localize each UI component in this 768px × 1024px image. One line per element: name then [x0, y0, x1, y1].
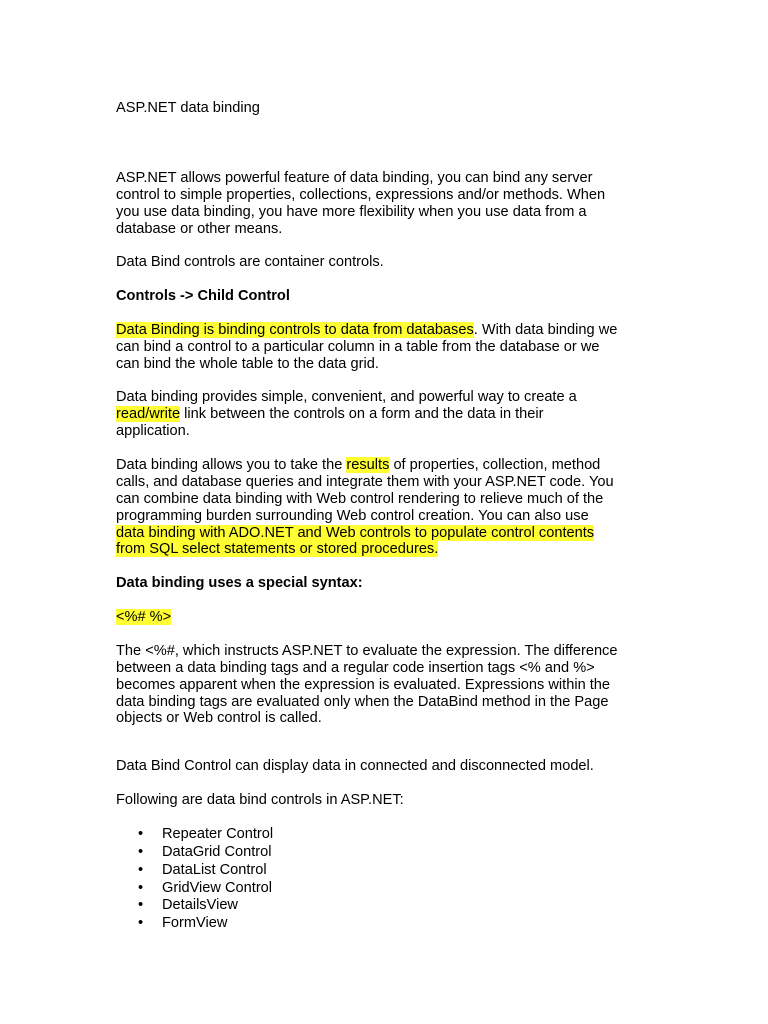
intro-line: ASP.NET allows powerful feature of data binding, you can bind any server — [116, 169, 593, 186]
allows-paragraph — [116, 457, 664, 558]
provides-line: application. — [116, 423, 190, 440]
list-item-label: FormView — [162, 915, 228, 932]
bullet-icon: • — [138, 879, 144, 896]
bullet-icon: • — [138, 861, 144, 878]
list-item-label: DetailsView — [162, 897, 238, 914]
controls-list — [116, 826, 664, 933]
intro-line: database or other means. — [116, 220, 283, 237]
controls-heading-text: Controls -> Child Control — [116, 288, 290, 305]
explain-paragraph — [116, 643, 664, 727]
list-item-label: Repeater Control — [162, 825, 274, 842]
explain-line: The <%#, which instructs ASP.NET to evaluate the expression. The difference — [116, 642, 618, 659]
syntax-code-paragraph — [116, 609, 664, 626]
binding-def-rest: . With data binding we — [473, 321, 618, 338]
allows-line: can combine data binding with Web control rendering to relieve much of the — [116, 490, 604, 507]
allows-line — [116, 541, 664, 558]
syntax-heading-text: Data binding uses a special syntax: — [116, 575, 363, 592]
model-note-text: Data Bind Control can display data in connected and disconnected model. — [116, 758, 594, 775]
binding-definition-paragraph — [116, 322, 664, 373]
allows-start: Data binding allows you to take the — [116, 457, 347, 474]
list-intro — [116, 792, 664, 809]
provides-line — [116, 406, 664, 423]
provides-line: Data binding provides simple, convenient, and powerful way to create a — [116, 389, 577, 406]
bullet-icon: • — [138, 897, 144, 914]
syntax-code-highlight: <%# %> — [116, 609, 172, 626]
intro-paragraph — [116, 170, 664, 238]
explain-line: data binding tags are evaluated only when the DataBind method in the Page — [116, 693, 609, 710]
bullet-icon: • — [138, 825, 144, 842]
list-item — [116, 915, 664, 933]
syntax-code-line — [116, 609, 664, 626]
controls-heading — [116, 288, 664, 305]
explain-line: objects or Web control is called. — [116, 710, 322, 727]
document-title — [116, 100, 664, 117]
list-item-label: DataList Control — [162, 861, 267, 878]
intro-line: control to simple properties, collections, expressions and/or methods. When — [116, 186, 606, 203]
explain-line: becomes apparent when the expression is evaluated. Expressions within the — [116, 676, 611, 693]
allows-line — [116, 457, 664, 474]
model-note — [116, 758, 664, 775]
list-item — [116, 880, 664, 898]
allows-rest: of properties, collection, method — [389, 457, 601, 474]
list-item — [116, 862, 664, 880]
title-text: ASP.NET data binding — [116, 100, 260, 116]
read-write-highlight: read/write — [116, 406, 181, 423]
allows-line — [116, 525, 664, 542]
allows-line: programming burden surrounding Web control creation. You can also use — [116, 507, 589, 524]
ado-highlight: data binding with ADO.NET and Web controls to populate control contents — [116, 524, 595, 541]
binding-def-line: can bind the whole table to the data grid. — [116, 355, 379, 372]
list-item — [116, 897, 664, 915]
binding-def-line: can bind a control to a particular column in a table from the database or we — [116, 338, 600, 355]
list-item — [116, 844, 664, 862]
list-item-label: DataGrid Control — [162, 843, 272, 860]
container-note — [116, 254, 664, 271]
ado-highlight: from SQL select statements or stored procedures. — [116, 541, 439, 558]
provides-paragraph — [116, 389, 664, 440]
container-note-text: Data Bind controls are container controls. — [116, 254, 384, 271]
binding-def-line — [116, 322, 664, 339]
document-page — [116, 100, 664, 933]
list-item-label: GridView Control — [162, 879, 273, 896]
allows-line: calls, and database queries and integrate them with your ASP.NET code. You — [116, 473, 614, 490]
provides-rest: link between the controls on a form and the data in their — [180, 406, 544, 423]
bullet-icon: • — [138, 843, 144, 860]
list-intro-text: Following are data bind controls in ASP.NET: — [116, 792, 404, 809]
results-highlight: results — [346, 457, 390, 474]
bullet-icon: • — [138, 915, 144, 932]
list-item — [116, 826, 664, 844]
binding-def-highlight: Data Binding is binding controls to data from databases — [116, 321, 474, 338]
explain-line: between a data binding tags and a regular code insertion tags <% and %> — [116, 659, 595, 676]
syntax-heading — [116, 575, 664, 592]
intro-line: you use data binding, you have more flexibility when you use data from a — [116, 203, 587, 220]
